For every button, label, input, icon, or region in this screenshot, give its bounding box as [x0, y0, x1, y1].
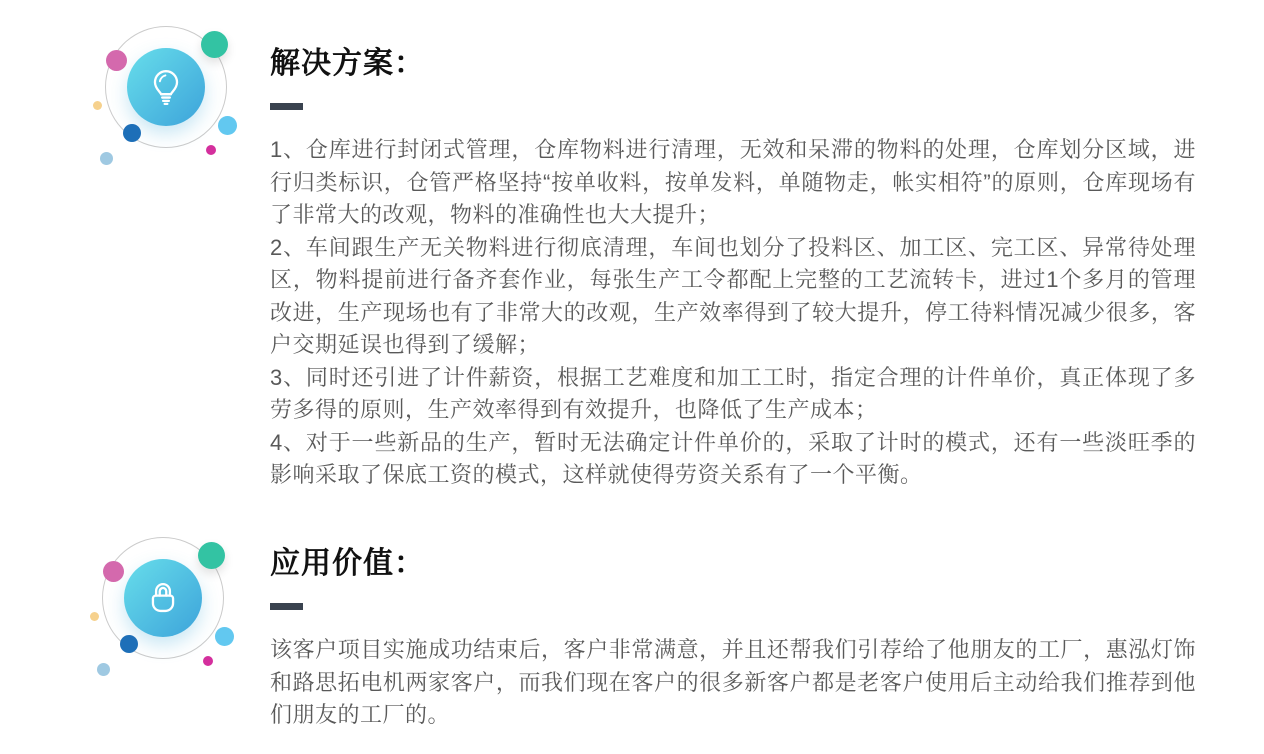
- decor-dot-yellow: [90, 612, 99, 621]
- decor-dot-paleblue: [97, 663, 110, 676]
- solution-paragraph-4: 4、对于一些新品的生产，暂时无法确定计件单价的，采取了计时的模式，还有一些淡旺季的影响采取了保底工资的模式，这样就使得劳资关系有了一个平衡。: [270, 429, 1196, 487]
- value-icon-cluster: [78, 513, 248, 683]
- decor-dot-skyblue: [215, 627, 234, 646]
- solution-title: 解决方案：: [270, 47, 425, 80]
- solution-paragraph-2: 2、车间跟生产无关物料进行彻底清理，车间也划分了投料区、加工区、完工区、异常待处理区，物料提前进行备齐套作业，每张生产工令都配上完整的工艺流转卡，进过1个多月的管理改进，生产现场也有了非常大的改观，生产效率得到了较大提升，停工待料情况减少很多，客户交期延误也得到了缓解；: [270, 234, 1196, 357]
- title-underline: [270, 603, 303, 610]
- lightbulb-icon: [127, 48, 205, 126]
- decor-dot-yellow: [93, 101, 102, 110]
- decor-dot-magenta: [203, 656, 213, 666]
- decor-dot-paleblue: [100, 152, 113, 165]
- decor-dot-darkblue: [120, 635, 138, 653]
- decor-dot-teal: [201, 31, 228, 58]
- decor-dot-pink: [103, 561, 124, 582]
- decor-dot-magenta: [206, 145, 216, 155]
- value-paragraphs: [270, 634, 1196, 732]
- title-underline: [270, 103, 303, 110]
- decor-dot-skyblue: [218, 116, 237, 135]
- decor-dot-darkblue: [123, 124, 141, 142]
- value-title: 应用价值：: [270, 547, 425, 580]
- lock-icon: [124, 559, 202, 637]
- solution-paragraph-3: 3、同时还引进了计件薪资，根据工艺难度和加工工时，指定合理的计件单价，真正体现了多劳多得的原则，生产效率得到有效提升，也降低了生产成本；: [270, 364, 1196, 422]
- solution-icon-cluster: [81, 2, 251, 172]
- solution-paragraph-1: 1、仓库进行封闭式管理，仓库物料进行清理，无效和呆滞的物料的处理，仓库划分区域，进行归类标识，仓管严格坚持“按单收料，按单发料，单随物走，帐实相符”的原则，仓库现场有了非常大的改观，物料的准确性也大大提升；: [270, 137, 1196, 227]
- decor-dot-pink: [106, 50, 127, 71]
- value-section: [270, 544, 1196, 732]
- solution-section: [270, 44, 1196, 492]
- decor-dot-teal: [198, 542, 225, 569]
- value-paragraph-1: 该客户项目实施成功结束后，客户非常满意，并且还帮我们引荐给了他朋友的工厂，惠泓灯饰和路思拓电机两家客户，而我们现在客户的很多新客户都是老客户使用后主动给我们推荐到他们朋友的工厂的。: [270, 637, 1196, 727]
- solution-paragraphs: [270, 134, 1196, 492]
